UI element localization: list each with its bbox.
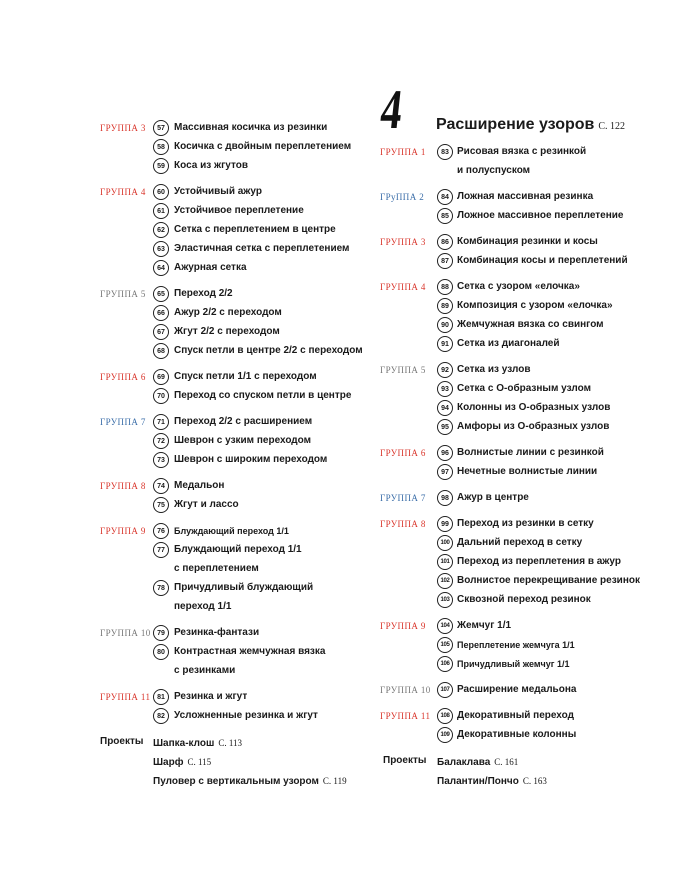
pattern-number-badge: 64: [153, 260, 169, 276]
pattern-number-badge: 78: [153, 580, 169, 596]
pattern-title[interactable]: Композиция с узором «елочка»: [457, 300, 613, 311]
projects-label: Проекты: [100, 736, 144, 747]
pattern-title[interactable]: Комбинация косы и переплетений: [457, 255, 628, 266]
pattern-number-badge: 80: [153, 644, 169, 660]
pattern-title[interactable]: Коса из жгутов: [174, 160, 248, 171]
chapter-page: С. 122: [598, 121, 626, 132]
project-title: Балаклава: [437, 757, 491, 768]
pattern-title[interactable]: с переплетением: [174, 563, 259, 574]
pattern-title[interactable]: переход 1/1: [174, 601, 232, 612]
pattern-number-badge: 106: [437, 656, 453, 672]
pattern-number-badge: 95: [437, 419, 453, 435]
pattern-title[interactable]: Ажур 2/2 с переходом: [174, 307, 282, 318]
group-label: ГРУППА 9: [380, 621, 426, 631]
project-page: С. 119: [322, 776, 347, 786]
pattern-number-badge: 96: [437, 445, 453, 461]
pattern-title[interactable]: Переход 2/2: [174, 288, 233, 299]
project-page: С. 161: [494, 757, 519, 767]
pattern-number-badge: 74: [153, 478, 169, 494]
pattern-number-badge: 77: [153, 542, 169, 558]
pattern-title[interactable]: Дальний переход в сетку: [457, 537, 583, 548]
pattern-number-badge: 68: [153, 343, 169, 359]
pattern-number-badge: 107: [437, 682, 453, 698]
pattern-title[interactable]: Жгут и лассо: [174, 499, 239, 510]
pattern-title[interactable]: Эластичная сетка с переплетением: [174, 243, 350, 254]
pattern-number-badge: 65: [153, 286, 169, 302]
pattern-title[interactable]: Причудливый блуждающий: [174, 582, 314, 593]
pattern-title[interactable]: Устойчивый ажур: [174, 186, 262, 197]
group-label: ГРУППА 5: [100, 289, 146, 299]
pattern-number-badge: 58: [153, 139, 169, 155]
pattern-title[interactable]: и полуспуском: [457, 165, 531, 176]
pattern-number-badge: 104: [437, 618, 453, 634]
pattern-title[interactable]: Волнистое перекрещивание резинок: [457, 575, 640, 586]
pattern-title[interactable]: Переход 2/2 с расширением: [174, 416, 313, 427]
pattern-title[interactable]: Декоративные колонны: [457, 729, 577, 740]
pattern-number-badge: 62: [153, 222, 169, 238]
pattern-number-badge: 109: [437, 727, 453, 743]
group-label: ГРУППА 8: [100, 481, 146, 491]
pattern-number-badge: 59: [153, 158, 169, 174]
pattern-title[interactable]: Сквозной переход резинок: [457, 594, 591, 605]
group-label: ГРУППА 5: [380, 365, 426, 375]
pattern-title[interactable]: Ложная массивная резинка: [457, 191, 594, 202]
pattern-number-badge: 81: [153, 689, 169, 705]
pattern-number-badge: 103: [437, 592, 453, 608]
group-label: ГРУППА 6: [380, 448, 426, 458]
pattern-number-badge: 75: [153, 497, 169, 513]
pattern-title[interactable]: Переход со спуском петли в центре: [174, 390, 352, 401]
pattern-title[interactable]: Медальон: [174, 480, 225, 491]
group-label: ГРУППА 4: [380, 282, 426, 292]
pattern-number-badge: 88: [437, 279, 453, 295]
pattern-number-badge: 63: [153, 241, 169, 257]
group-label: ГРуППА 2: [380, 192, 425, 202]
pattern-number-badge: 84: [437, 189, 453, 205]
pattern-number-badge: 70: [153, 388, 169, 404]
pattern-title[interactable]: Переплетение жемчуга 1/1: [457, 640, 575, 650]
project-link[interactable]: [153, 755, 211, 770]
pattern-title[interactable]: Сетка из диагоналей: [457, 338, 560, 349]
pattern-title[interactable]: Жемчуг 1/1: [457, 620, 512, 631]
project-title: Шарф: [153, 757, 184, 768]
pattern-number-badge: 101: [437, 554, 453, 570]
pattern-number-badge: 87: [437, 253, 453, 269]
pattern-title[interactable]: Расширение медальона: [457, 684, 577, 695]
project-title: Пуловер с вертикальным узором: [153, 776, 319, 787]
pattern-number-badge: 76: [153, 523, 169, 539]
pattern-number-badge: 57: [153, 120, 169, 136]
pattern-number-badge: 60: [153, 184, 169, 200]
project-link[interactable]: [437, 774, 547, 789]
pattern-title[interactable]: Волнистые линии с резинкой: [457, 447, 604, 458]
pattern-number-badge: 66: [153, 305, 169, 321]
pattern-title[interactable]: Сетка с переплетением в центре: [174, 224, 336, 235]
chapter-title-text: Расширение узоров: [436, 116, 595, 133]
pattern-title[interactable]: Сетка с О-образным узлом: [457, 383, 592, 394]
pattern-title[interactable]: Спуск петли в центре 2/2 с переходом: [174, 345, 363, 356]
project-page: С. 163: [522, 776, 547, 786]
pattern-title[interactable]: Шеврон с широким переходом: [174, 454, 328, 465]
pattern-title[interactable]: Блуждающий переход 1/1: [174, 526, 289, 536]
group-label: ГРУППА 7: [380, 493, 426, 503]
pattern-number-badge: 71: [153, 414, 169, 430]
pattern-number-badge: 79: [153, 625, 169, 641]
pattern-number-badge: 108: [437, 708, 453, 724]
pattern-number-badge: 100: [437, 535, 453, 551]
pattern-number-badge: 72: [153, 433, 169, 449]
pattern-title[interactable]: Усложненные резинка и жгут: [174, 710, 318, 721]
pattern-title[interactable]: Блуждающий переход 1/1: [174, 544, 302, 555]
project-link[interactable]: [153, 774, 347, 789]
pattern-number-badge: 90: [437, 317, 453, 333]
pattern-title[interactable]: Ложное массивное переплетение: [457, 210, 624, 221]
pattern-title[interactable]: Колонны из О-образных узлов: [457, 402, 611, 413]
project-page: С. 113: [218, 738, 243, 748]
pattern-title[interactable]: Шеврон с узким переходом: [174, 435, 312, 446]
pattern-title[interactable]: Устойчивое переплетение: [174, 205, 304, 216]
pattern-title[interactable]: Переход из резинки в сетку: [457, 518, 594, 529]
group-label: ГРУППА 3: [380, 237, 426, 247]
pattern-number-badge: 86: [437, 234, 453, 250]
pattern-title[interactable]: Контрастная жемчужная вязка: [174, 646, 326, 657]
project-link[interactable]: [437, 755, 518, 770]
pattern-title[interactable]: Комбинация резинки и косы: [457, 236, 598, 247]
pattern-number-badge: 82: [153, 708, 169, 724]
group-label: ГРУППА 10: [380, 685, 431, 695]
pattern-number-badge: 94: [437, 400, 453, 416]
pattern-title[interactable]: Причудливый жемчуг 1/1: [457, 659, 570, 669]
group-label: ГРУППА 1: [380, 147, 426, 157]
pattern-number-badge: 92: [437, 362, 453, 378]
group-label: ГРУППА 7: [100, 417, 146, 427]
pattern-title[interactable]: Спуск петли 1/1 с переходом: [174, 371, 317, 382]
pattern-number-badge: 85: [437, 208, 453, 224]
pattern-title[interactable]: Массивная косичка из резинки: [174, 122, 328, 133]
pattern-title[interactable]: Сетка из узлов: [457, 364, 531, 375]
group-label: ГРУППА 8: [380, 519, 426, 529]
group-label: ГРУППА 11: [380, 711, 431, 721]
pattern-title[interactable]: Ажурная сетка: [174, 262, 247, 273]
pattern-number-badge: 73: [153, 452, 169, 468]
project-title: Палантин/Пончо: [437, 776, 519, 787]
pattern-title[interactable]: Резинка-фантази: [174, 627, 260, 638]
group-label: ГРУППА 4: [100, 187, 146, 197]
group-label: ГРУППА 9: [100, 526, 146, 536]
chapter-title: [436, 116, 625, 134]
project-link[interactable]: [153, 736, 242, 751]
pattern-number-badge: 93: [437, 381, 453, 397]
pattern-title[interactable]: Амфоры из О-образных узлов: [457, 421, 610, 432]
pattern-number-badge: 67: [153, 324, 169, 340]
pattern-title[interactable]: Жгут 2/2 с переходом: [174, 326, 280, 337]
pattern-number-badge: 98: [437, 490, 453, 506]
project-title: Шапка-клош: [153, 738, 215, 749]
pattern-number-badge: 105: [437, 637, 453, 653]
group-label: ГРУППА 10: [100, 628, 151, 638]
pattern-title[interactable]: Резинка и жгут: [174, 691, 248, 702]
pattern-title[interactable]: Рисовая вязка с резинкой: [457, 146, 587, 157]
pattern-number-badge: 99: [437, 516, 453, 532]
group-label: ГРУППА 3: [100, 123, 146, 133]
pattern-number-badge: 97: [437, 464, 453, 480]
group-label: ГРУППА 6: [100, 372, 146, 382]
chapter-number: 4: [377, 79, 406, 141]
pattern-title[interactable]: Ажур в центре: [457, 492, 529, 503]
pattern-title[interactable]: Жемчужная вязка со свингом: [457, 319, 604, 330]
pattern-number-badge: 83: [437, 144, 453, 160]
pattern-title[interactable]: с резинками: [174, 665, 236, 676]
pattern-number-badge: 69: [153, 369, 169, 385]
pattern-number-badge: 61: [153, 203, 169, 219]
pattern-title[interactable]: Декоративный переход: [457, 710, 574, 721]
pattern-number-badge: 91: [437, 336, 453, 352]
group-label: ГРУППА 11: [100, 692, 151, 702]
pattern-title[interactable]: Нечетные волнистые линии: [457, 466, 598, 477]
pattern-title[interactable]: Косичка с двойным переплетением: [174, 141, 352, 152]
pattern-title[interactable]: Сетка с узором «елочка»: [457, 281, 580, 292]
project-page: С. 115: [187, 757, 212, 767]
pattern-title[interactable]: Переход из переплетения в ажур: [457, 556, 621, 567]
pattern-number-badge: 102: [437, 573, 453, 589]
pattern-number-badge: 89: [437, 298, 453, 314]
projects-label: Проекты: [383, 755, 427, 766]
